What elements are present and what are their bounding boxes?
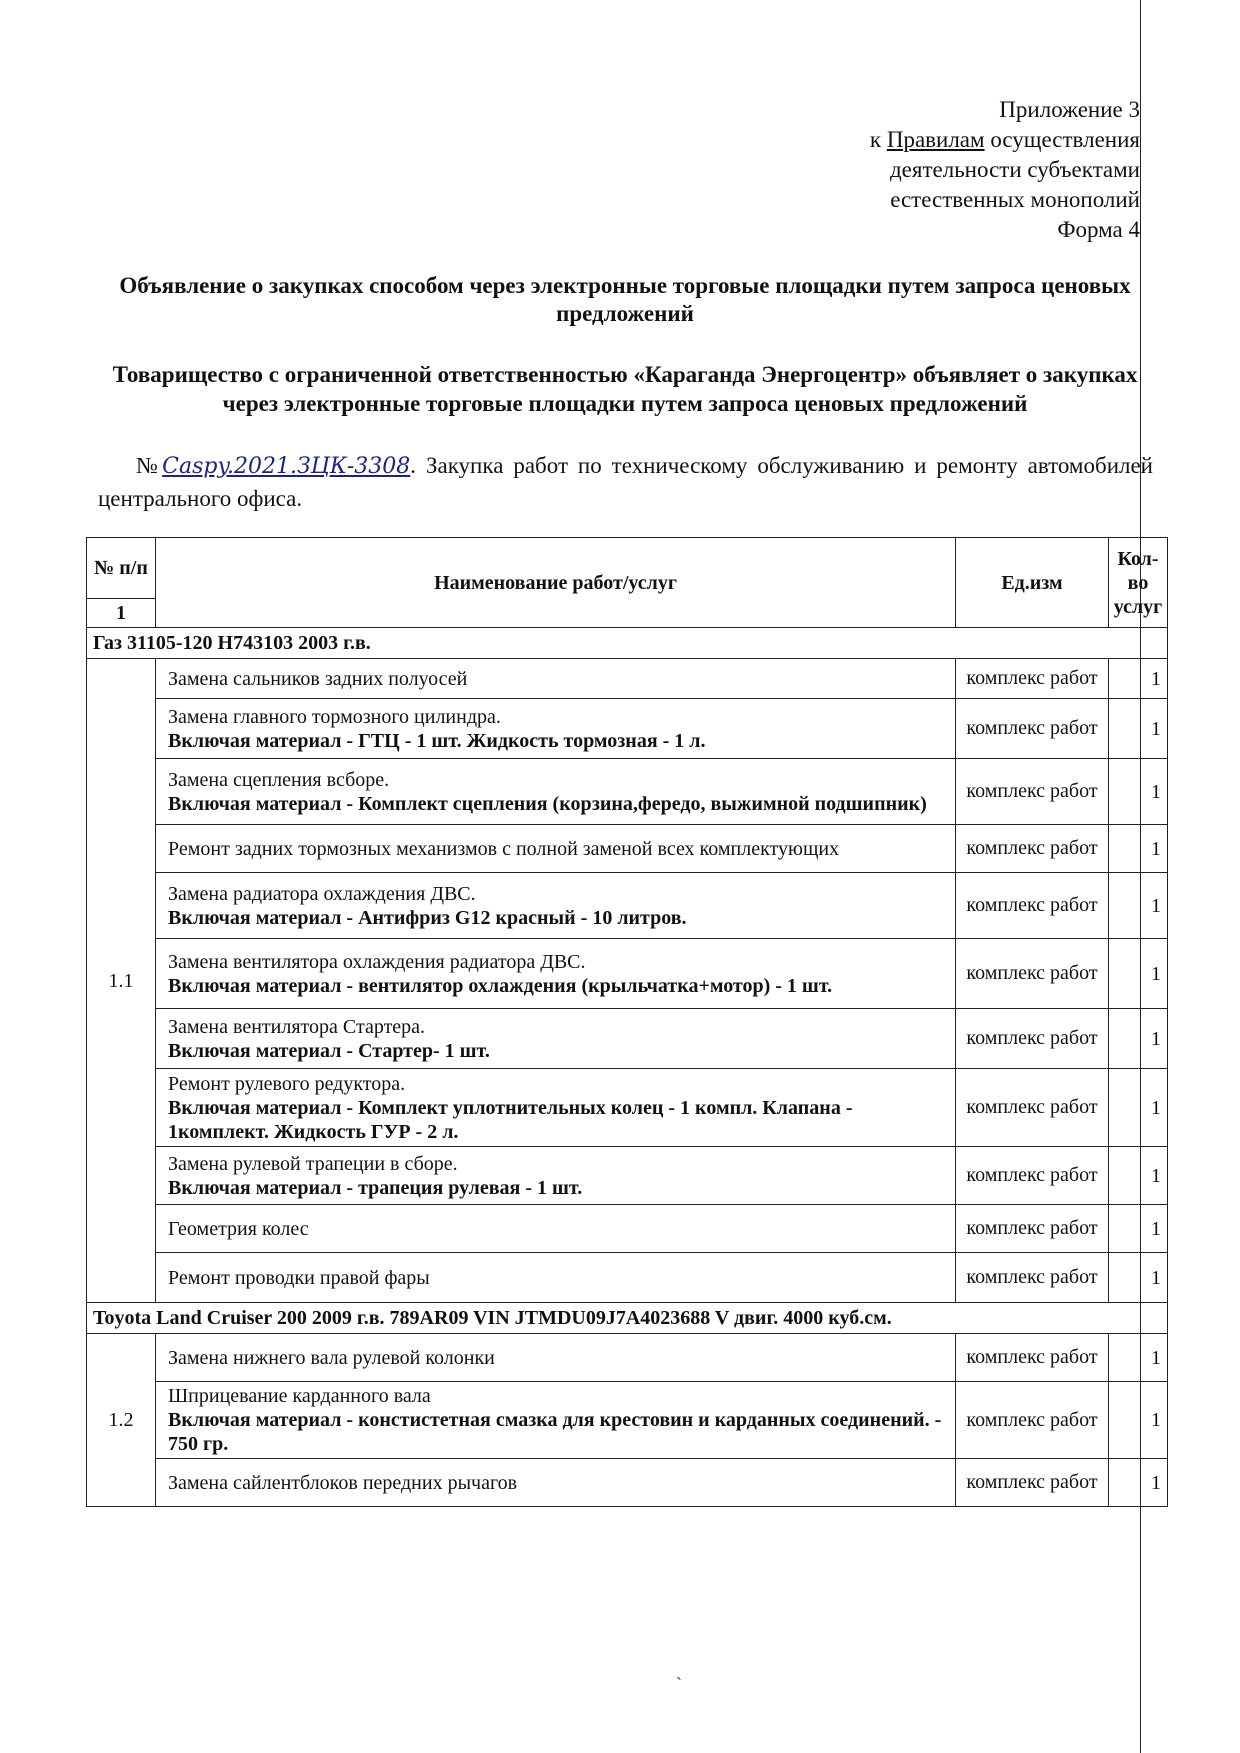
work-name: Замена рулевой трапеции в сборе. <box>168 1152 458 1175</box>
qty-cell: 1 <box>1109 659 1168 699</box>
work-name: Геометрия колес <box>168 1217 309 1240</box>
work-name: Замена радиатора охлаждения ДВС. <box>168 882 476 905</box>
appendix-number: Приложение 3 <box>999 97 1140 122</box>
unit-cell: комплекс работ <box>956 1382 1109 1459</box>
table-row <box>87 659 1168 699</box>
appendix-line-3: деятельности субъектами <box>889 157 1140 182</box>
table-row <box>87 1459 1168 1507</box>
unit-cell: комплекс работ <box>956 1147 1109 1205</box>
work-name: Ремонт задних тормозных механизмов с полной заменой всех комплектующих <box>168 837 840 860</box>
qty-cell: 1 <box>1109 939 1168 1009</box>
unit-cell: комплекс работ <box>956 699 1109 759</box>
qty-cell: 1 <box>1109 1069 1168 1147</box>
work-cell <box>156 699 956 759</box>
work-cell <box>156 873 956 939</box>
table-row <box>87 699 1168 759</box>
work-name: Замена сайлентблоков передних рычагов <box>168 1471 518 1494</box>
header-num: № п/п <box>87 538 156 599</box>
unit-cell: комплекс работ <box>956 1069 1109 1147</box>
table-row <box>87 825 1168 873</box>
work-material: Включая материал - вентилятор охлаждения (крыльчатка+мотор) - 1 шт. <box>168 974 833 997</box>
unit-cell: комплекс работ <box>956 1334 1109 1382</box>
unit-cell: комплекс работ <box>956 825 1109 873</box>
unit-cell: комплекс работ <box>956 1459 1109 1507</box>
work-cell <box>156 1382 956 1459</box>
work-material: Включая материал - трапеция рулевая - 1 шт. <box>168 1176 583 1199</box>
work-name: Замена вентилятора охлаждения радиатора ДВС. <box>168 950 586 973</box>
table-row <box>87 1009 1168 1069</box>
work-name: Замена нижнего вала рулевой колонки <box>168 1346 495 1369</box>
vehicle-title: Газ 31105-120 Н743103 2003 г.в. <box>87 628 1168 659</box>
unit-cell: комплекс работ <box>956 939 1109 1009</box>
table-row <box>87 1147 1168 1205</box>
rules-link[interactable]: Правилам <box>886 127 985 152</box>
qty-cell: 1 <box>1109 1147 1168 1205</box>
header-name: Наименование работ/услуг <box>156 538 956 628</box>
unit-cell: комплекс работ <box>956 759 1109 825</box>
unit-cell: комплекс работ <box>956 1205 1109 1253</box>
table-row <box>87 1334 1168 1382</box>
work-name: Замена сцепления всборе. <box>168 768 390 791</box>
qty-cell: 1 <box>1109 1253 1168 1303</box>
work-cell <box>156 1147 956 1205</box>
unit-cell: комплекс работ <box>956 1253 1109 1303</box>
announcement-text: Товарищество с ограниченной ответственностью «Караганда Энергоцентр» объявляет о закупках через электронные торговые площадки путем запроса ценовых предложений <box>112 362 1138 416</box>
unit-cell: комплекс работ <box>956 1009 1109 1069</box>
table-row <box>87 1382 1168 1459</box>
work-material: Включая материал - Стартер- 1 шт. <box>168 1039 490 1062</box>
work-name: Ремонт проводки правой фары <box>168 1266 430 1289</box>
qty-cell: 1 <box>1109 873 1168 939</box>
work-cell <box>156 759 956 825</box>
work-material: Включая материал - Антифриз G12 красный - 10 литров. <box>168 906 687 929</box>
work-material: Включая материал - Комплект сцепления (корзина,фередо, выжимной подшипник) <box>168 792 927 815</box>
table-row <box>87 939 1168 1009</box>
table-header-row <box>87 538 1168 599</box>
works-table <box>86 537 1168 1507</box>
work-cell <box>156 1459 956 1507</box>
lot-description: №Caspy.2021.ЗЦК-3308. Закупка работ по техническому обслуживанию и ремонту автомобилей центрального офиса. <box>98 453 1153 511</box>
work-name: Замена вентилятора Стартера. <box>168 1015 426 1038</box>
work-cell <box>156 1069 956 1147</box>
table-row <box>87 873 1168 939</box>
unit-cell: комплекс работ <box>956 659 1109 699</box>
work-cell <box>156 1253 956 1303</box>
qty-cell: 1 <box>1109 759 1168 825</box>
work-material: Включая материал - констистетная смазка для крестовин и карданных соединений. - 750 гр. <box>168 1409 942 1455</box>
work-material: Включая материал - ГТЦ - 1 шт. Жидкость тормозная - 1 л. <box>168 729 706 752</box>
qty-cell: 1 <box>1109 699 1168 759</box>
vehicle-row <box>87 628 1168 659</box>
table-row <box>87 1205 1168 1253</box>
group-number: 1.2 <box>87 1334 156 1507</box>
work-cell <box>156 825 956 873</box>
work-name: Замена главного тормозного цилиндра. <box>168 705 501 728</box>
appendix-block <box>870 95 1140 245</box>
work-cell <box>156 1009 956 1069</box>
scan-mark: ˏ <box>676 1660 682 1680</box>
qty-cell: 1 <box>1109 825 1168 873</box>
document-title: Объявление о закупках способом через электронные торговые площадки путем запроса ценовых предложений <box>119 273 1131 326</box>
work-cell <box>156 939 956 1009</box>
table-row <box>87 1069 1168 1147</box>
work-cell <box>156 659 956 699</box>
work-name: Замена сальников задних полуосей <box>168 667 468 690</box>
table-row <box>87 759 1168 825</box>
table-row <box>87 1253 1168 1303</box>
vehicle-row <box>87 1303 1168 1334</box>
form-number: Форма 4 <box>1057 217 1140 242</box>
vehicle-title: Toyota Land Cruiser 200 2009 г.в. 789AR09 VIN JTMDU09J7A4023688 V двиг. 4000 куб.см. <box>87 1303 1168 1334</box>
header-num-sub: 1 <box>87 599 156 628</box>
work-material: Включая материал - Комплект уплотнительных колец - 1 компл. Клапана - 1комплект. Жидкость ГУР - 2 л. <box>168 1096 853 1143</box>
work-name: Ремонт рулевого редуктора. <box>168 1072 406 1095</box>
unit-cell: комплекс работ <box>956 873 1109 939</box>
group-number: 1.1 <box>87 659 156 1303</box>
qty-cell: 1 <box>1109 1009 1168 1069</box>
work-cell <box>156 1334 956 1382</box>
qty-cell: 1 <box>1109 1459 1168 1507</box>
work-cell <box>156 1205 956 1253</box>
header-qty: Кол-во услуг <box>1109 538 1168 628</box>
qty-cell: 1 <box>1109 1205 1168 1253</box>
header-unit: Ед.изм <box>956 538 1109 628</box>
handwritten-lot-number: Caspy.2021.ЗЦК-3308 <box>162 454 411 479</box>
qty-cell: 1 <box>1109 1382 1168 1459</box>
appendix-rules-line: к Правилам осуществления <box>869 127 1140 152</box>
work-name: Шприцевание карданного вала <box>168 1385 431 1407</box>
appendix-line-4: естественных монополий <box>890 187 1140 212</box>
qty-cell: 1 <box>1109 1334 1168 1382</box>
